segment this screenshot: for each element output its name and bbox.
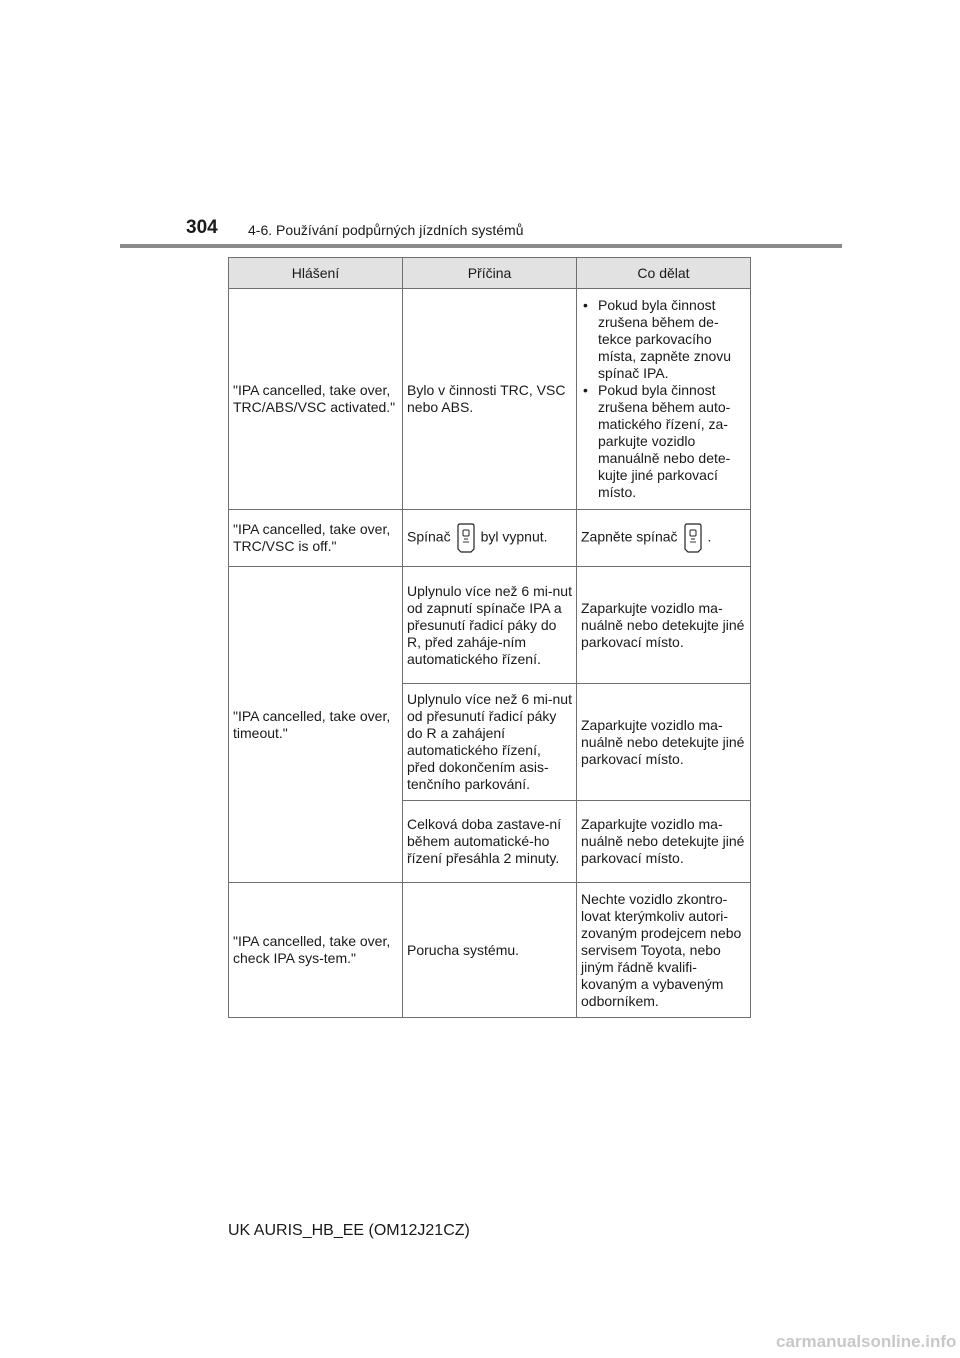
table-row: [229, 289, 751, 510]
document-code: UK AURIS_HB_EE (OM12J21CZ): [228, 1222, 470, 1239]
list-item: • Pokud byla činnost zrušena během auto-matického řízení, za-parkujte vozidlo manuálně nebo dete-kujte jiné parkovací místo.: [581, 382, 746, 501]
section-title: 4-6. Používání podpůrných jízdních systémů: [248, 222, 524, 238]
ipa-message-table: [228, 257, 751, 1018]
ipa-off-switch-icon: [457, 523, 475, 553]
cause-text-before: Spínač: [407, 528, 451, 545]
cause-cell: Uplynulo více než 6 mi-nut od přesunutí řadicí páky do R a zahájení automatického řízení, před dokončením asis-tenčního parkování.: [403, 684, 577, 801]
message-cell: "IPA cancelled, take over, TRC/VSC is off.": [229, 510, 403, 567]
message-cell: "IPA cancelled, take over, check IPA sys-tem.": [229, 883, 403, 1018]
cause-cell: Uplynulo více než 6 mi-nut od zapnutí spínače IPA a přesunutí řadicí páky do R, před zaháje-ním automatického řízení.: [403, 567, 577, 684]
page-number: 304: [186, 217, 218, 238]
list-item: • Pokud byla činnost zrušena během de-tekce parkovacího místa, zapněte znovu spínač IPA.: [581, 297, 746, 382]
message-cell: "IPA cancelled, take over, timeout.": [229, 567, 403, 883]
ipa-off-switch-icon: [684, 523, 702, 553]
header-cause: Příčina: [403, 258, 577, 289]
cause-cell: Celková doba zastave-ní během automatické-ho řízení přesáhla 2 minuty.: [403, 801, 577, 883]
message-cell: "IPA cancelled, take over, TRC/ABS/VSC activated.": [229, 289, 403, 510]
table-row: [229, 567, 751, 684]
action-text-after: .: [707, 528, 712, 545]
table-header-row: [229, 258, 751, 289]
header-action: Co dělat: [577, 258, 751, 289]
cause-cell: [403, 510, 577, 567]
header-rule: [120, 244, 842, 248]
action-text-before: Zapněte spínač: [581, 528, 678, 545]
action-cell: [577, 510, 751, 567]
action-cell: Zaparkujte vozidlo ma-nuálně nebo detekujte jiné parkovací místo.: [577, 801, 751, 883]
cause-cell: Bylo v činnosti TRC, VSC nebo ABS.: [403, 289, 577, 510]
watermark: carmanualsonline.info: [776, 1332, 957, 1351]
cause-cell: Porucha systému.: [403, 883, 577, 1018]
action-cell: [577, 289, 751, 510]
table-row: [229, 510, 751, 567]
table-row: [229, 883, 751, 1018]
action-cell: Zaparkujte vozidlo ma-nuálně nebo detekujte jiné parkovací místo.: [577, 684, 751, 801]
action-cell: Nechte vozidlo zkontro-lovat kterýmkoliv autori-zovaným prodejcem nebo servisem Toyota, nebo jiným řádně kvalifi-kovaným a vybaveným odborníkem.: [577, 883, 751, 1018]
action-cell: Zaparkujte vozidlo ma-nuálně nebo detekujte jiné parkovací místo.: [577, 567, 751, 684]
action-list: [581, 297, 746, 501]
cause-text-after: byl vypnut.: [480, 528, 548, 545]
header-message: Hlášení: [229, 258, 403, 289]
